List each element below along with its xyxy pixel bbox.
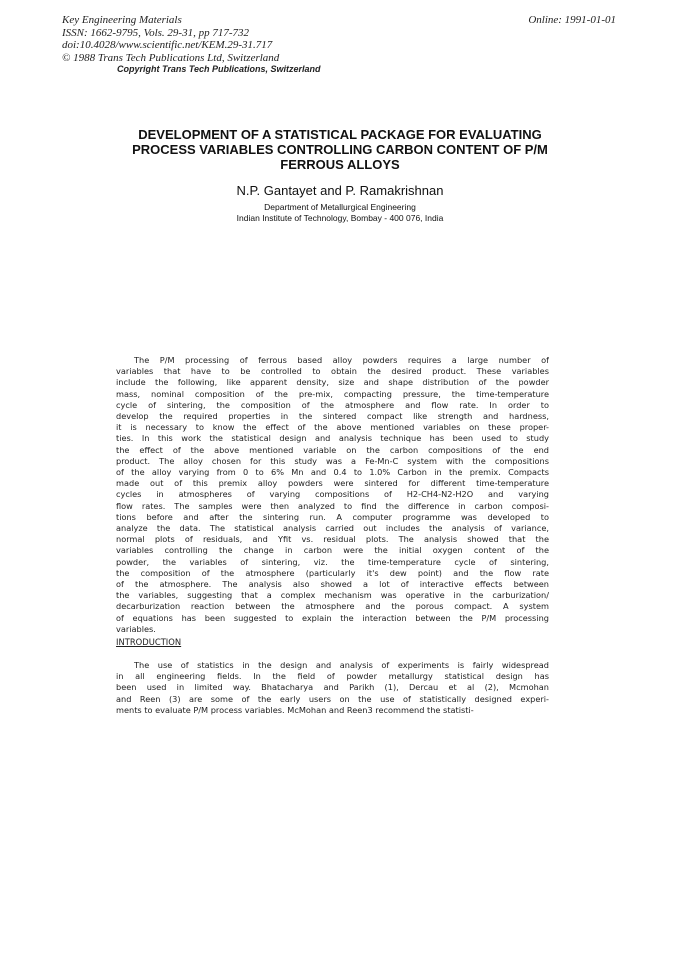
journal-name: Key Engineering Materials <box>62 14 182 26</box>
issn-line: ISSN: 1662-9795, Vols. 29-31, pp 717-732 <box>62 26 249 39</box>
abstract-line: analyze the data. The statistical analysis carried out includes the analysis of variance, <box>116 523 549 534</box>
doi-line: doi:10.4028/www.scientific.net/KEM.29-31.717 <box>62 39 273 52</box>
intro-line: ments to evaluate P/M process variables. McMohan and Reen3 recommend the statisti- <box>116 704 474 715</box>
abstract-line: ties. In this work the statistical design and analysis technique has been used to study <box>116 433 549 444</box>
abstract-line: develop the required properties in the sintered compact like strength and hardness, <box>116 411 549 422</box>
abstract-line: variables that have to be controlled to obtain the desired product. These variables <box>116 366 549 377</box>
abstract-line: tions before and after the sintering run. A computer programme was developed to <box>116 511 549 522</box>
abstract-line: made out of this premix alloy powders were sintered for different time-temperature <box>116 478 549 489</box>
abstract-line: mass, nominal composition of the pre-mix, compacting pressure, the time-temperature <box>116 388 549 399</box>
abstract-line: flow rates. The samples were then analyzed to find the difference in carbon composi- <box>116 500 549 511</box>
abstract-line: of equations has been suggested to explain the interaction between the P/M processing <box>116 612 549 623</box>
online-date: Online: 1991-01-01 <box>528 14 616 26</box>
abstract-line: of the atmosphere. The analysis also showed a lot of interactive effects between <box>116 579 549 590</box>
abstract-line: cycles in atmospheres of varying compositions of H2-CH4-N2-H2O and varying <box>116 489 549 500</box>
abstract-line: it is necessary to know the effect of the above mentioned variables on these proper- <box>116 422 549 433</box>
title-line: DEVELOPMENT OF A STATISTICAL PACKAGE FOR EVALUATING <box>138 127 542 142</box>
abstract-line: The P/M processing of ferrous based alloy powders requires a large number of <box>134 355 549 365</box>
paper-title <box>110 127 570 172</box>
abstract-line: the composition of the atmosphere (particularly it's dew point) and the flow rate <box>116 567 549 578</box>
copyright-line: © 1988 Trans Tech Publications Ltd, Switzerland <box>62 51 280 64</box>
intro-line: in all engineering fields. In the field of powder metallurgy statistical design has <box>116 671 549 682</box>
abstract-line: powder, the variables of sintering, viz. the time-temperature cycle of sintering, <box>116 556 549 567</box>
title-line: PROCESS VARIABLES CONTROLLING CARBON CONTENT OF P/M <box>132 142 548 157</box>
abstract-line: product. The alloy chosen for this study was a Fe-Mn-C system with the compositions <box>116 455 549 466</box>
introduction-body <box>116 660 549 716</box>
abstract-line: variables. <box>116 623 156 634</box>
abstract-line: include the following, like apparent density, size and shape distribution of the powder <box>116 377 549 388</box>
abstract-line: the variables, suggesting that a complex mechanism was operative in the carburization/ <box>116 590 549 601</box>
abstract-line: decarburization reaction between the atmosphere and the porous compact. A system <box>116 601 549 612</box>
abstract-line: normal plots of residuals, and Yfit vs. residual plots. The analysis showed that the <box>116 534 549 545</box>
journal-header <box>62 14 279 64</box>
authors: N.P. Gantayet and P. Ramakrishnan <box>236 183 444 198</box>
abstract-line: cycle of sintering, the composition of the atmosphere and flow rate. In order to <box>116 399 549 410</box>
copyright-stamp: Copyright Trans Tech Publications, Switzerland <box>117 64 321 74</box>
affiliation-line: Indian Institute of Technology, Bombay - 400 076, India <box>236 213 444 223</box>
abstract-line: the effect of the above mentioned variable on the carbon compositions of the end <box>116 444 549 455</box>
intro-line: The use of statistics in the design and analysis of experiments is fairly widespread <box>134 660 549 670</box>
section-heading-introduction: INTRODUCTION <box>116 637 182 647</box>
abstract <box>116 355 549 635</box>
intro-line: and Reen (3) are some of the early users on the use of statistically designed experi- <box>116 693 549 704</box>
abstract-line: variables controlling the change in carbon were the initial oxygen content of the <box>116 545 549 556</box>
affiliation-line: Department of Metallurgical Engineering <box>264 202 416 212</box>
title-line: FERROUS ALLOYS <box>280 157 400 172</box>
affiliation <box>110 202 570 224</box>
intro-line: been used in limited way. Bhatacharya and Parikh (1), Dercau et al (2), Mcmohan <box>116 682 549 693</box>
abstract-line: of the alloy varying from 0 to 6% Mn and 0.4 to 1.0% Carbon in the premix. Compacts <box>116 467 549 478</box>
